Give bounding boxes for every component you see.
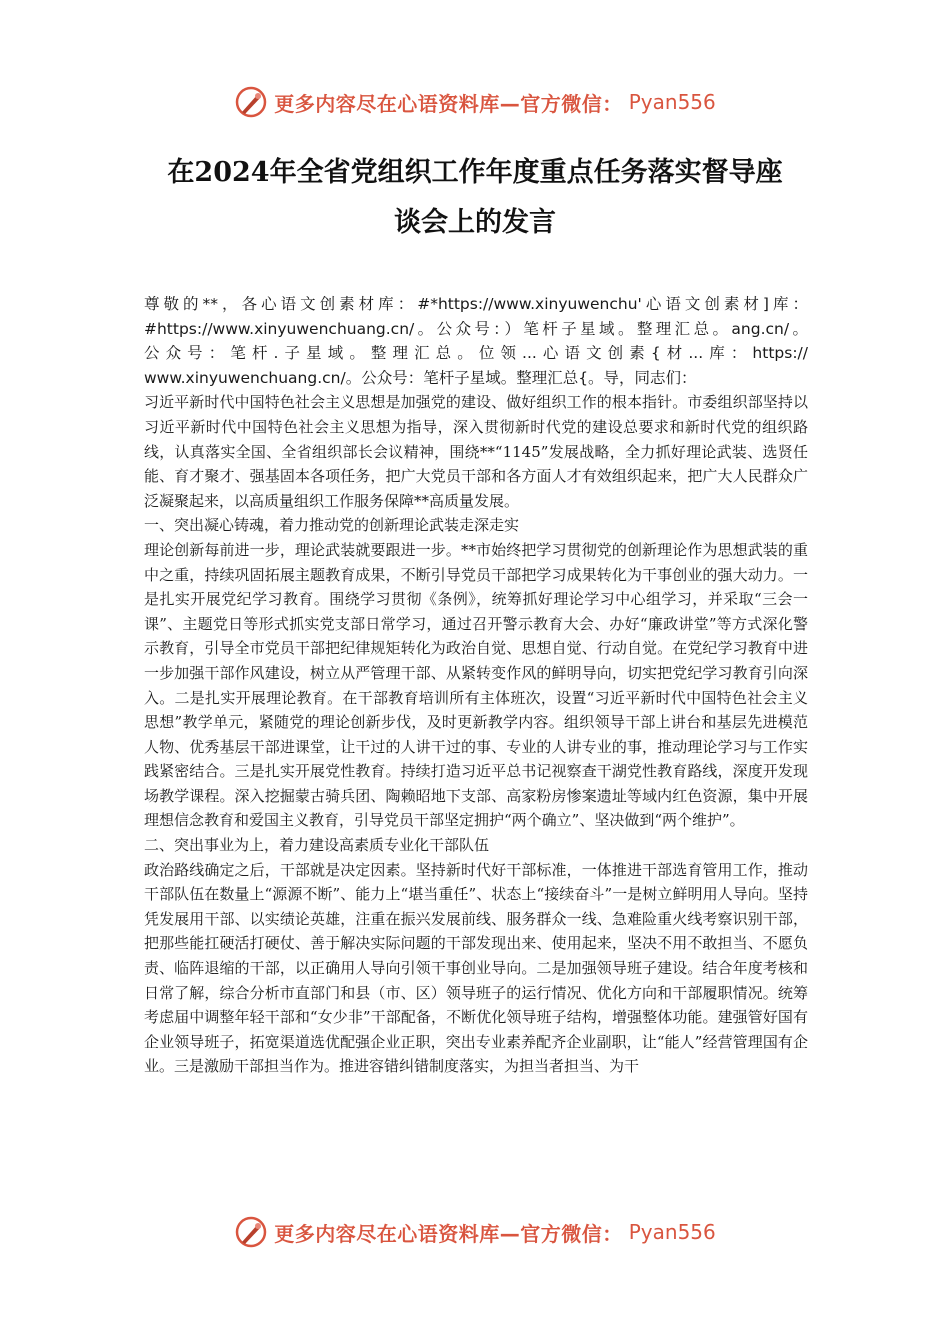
banner-text: 更多内容尽在心语资料库—官方微信： — [274, 1221, 623, 1246]
footer-banner — [0, 1212, 950, 1252]
banner-wechat-id: Pyan556 — [628, 1220, 716, 1244]
title-line-1: 在2024年全省党组织工作年度重点任务落实督导座 — [167, 157, 783, 188]
intro-line: #https://www.xinyuwenchuang.cn/。公众号：）笔杆子星域。整理汇总。ang.cn/。 — [144, 319, 808, 338]
document-body — [144, 292, 808, 1079]
title-line-2: 谈会上的发言 — [394, 207, 556, 238]
pen-circle-icon — [234, 85, 268, 119]
header-banner — [0, 82, 950, 122]
document-title — [120, 148, 830, 248]
section-2-paragraph: 政治路线确定之后，干部就是决定因素。坚持新时代好干部标准，一体推进干部选育管用工作，推动干部队伍在数量上“源源不断”、能力上“堪当重任”、状态上“接续奋斗”一是树立鲜明用人导向。坚持凭发展用干部、以实绩论英雄，注重在振兴发展前线、服务群众一线、急难险重火线考察识别干部，把那些能扛硬活打硬仗、善于解决实际问题的干部发现出来、使用起来，坚决不用不敢担当、不愿负责、临阵退缩的干部，以正确用人导向引领干事创业导向。二是加强领导班子建设。结合年度考核和日常了解，综合分析市直部门和县（市、区）领导班子的运行情况、优化方向和干部履职情况。统筹考虑届中调整年轻干部和“女少非”干部配备，不断优化领导班子结构，增强整体功能。建强管好国有企业领导班子，拓宽渠道选优配强企业正职，突出专业素养配齐企业副职，让“能人”经营管理国有企业。三是激励干部担当作为。推进容错纠错制度落实，为担当者担当、为干 — [144, 860, 808, 1076]
intro-line: 尊敬的**，各心语文创素材库：#*https://www.xinyuwenchu'心语文创素材]库： — [144, 295, 808, 313]
banner-wechat-id: Pyan556 — [628, 90, 716, 114]
banner-text: 更多内容尽在心语资料库—官方微信： — [274, 91, 623, 116]
intro-line: 公众号：笔杆.子星域。整理汇总。位领...心语文创素{材...库：https:// — [144, 344, 808, 363]
pen-circle-icon — [234, 1215, 268, 1249]
section-1-paragraph: 理论创新每前进一步，理论武装就要跟进一步。**市始终把学习贯彻党的创新理论作为思想武装的重中之重，持续巩固拓展主题教育成果，不断引导党员干部把学习成果转化为干事创业的强大动力。一是扎实开展党纪学习教育。围绕学习贯彻《条例》，统筹抓好理论学习中心组学习，并采取“三会一课”、主题党日等形式抓实党支部日常学习，通过召开警示教育大会、办好“廉政讲堂”等方式深化警示教育，引导全市党员干部把纪律规矩转化为政治自觉、思想自觉、行动自觉。在党纪学习教育中进一步加强干部作风建设，树立从严管理干部、从紧转变作风的鲜明导向，切实把党纪学习教育引向深入。二是扎实开展理论教育。在干部教育培训所有主体班次，设置“习近平新时代中国特色社会主义思想”教学单元，紧随党的理论创新步伐，及时更新教学内容。组织领导干部上讲台和基层先进模范人物、优秀基层干部进课堂，让干过的人讲干过的事、专业的人讲专业的事，推动理论学习与工作实践紧密结合。三是扎实开展党性教育。持续打造习近平总书记视察查干湖党性教育路线，深度开发现场教学课程。深入挖掘蒙古骑兵团、陶赖昭地下支部、高家粉房惨案遗址等域内红色资源，集中开展理想信念教育和爱国主义教育，引导党员干部坚定拥护“两个确立”、坚决做到“两个维护”。 — [144, 540, 808, 830]
section-heading-1: 一、突出凝心铸魂，着力推动党的创新理论武装走深走实 — [144, 516, 520, 535]
opening-paragraph: 习近平新时代中国特色社会主义思想是加强党的建设、做好组织工作的根本指针。市委组织部坚持以习近平新时代中国特色社会主义思想为指导，深入贯彻新时代党的建设总要求和新时代党的组织路线，认真落实全国、全省组织部长会议精神，围绕**“1145”发展战略，全力抓好理论武装、选贤任能、育才聚才、强基固本各项任务，把广大党员干部和各方面人才有效组织起来，把广大人民群众广泛凝聚起来，以高质量组织工作服务保障**高质量发展。 — [144, 393, 808, 510]
section-heading-2: 二、突出事业为上，着力建设高素质专业化干部队伍 — [144, 836, 490, 855]
intro-line: www.xinyuwenchuang.cn/。公众号：笔杆子星域。整理汇总{。导，同志们： — [144, 368, 697, 387]
